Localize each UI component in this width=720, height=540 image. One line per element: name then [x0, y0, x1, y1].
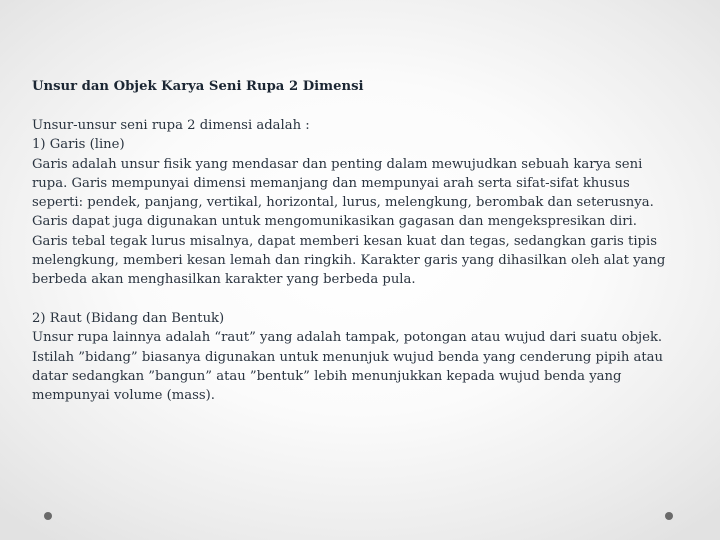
intro-line: Unsur-unsur seni rupa 2 dimensi adalah :: [32, 118, 310, 133]
paragraph-gap: [32, 290, 718, 309]
slide-title: Unsur dan Objek Karya Seni Rupa 2 Dimensi: [32, 79, 364, 94]
right-bullet-dot: [665, 512, 673, 520]
left-bullet-dot: [44, 512, 52, 520]
paragraph-line: rupa. Garis mempunyai dimensi memanjang dan mempunyai arah serta sifat-sifat khusus: [32, 175, 630, 191]
slide-body: [32, 116, 718, 405]
paragraph-line: seperti: pendek, panjang, vertikal, horizontal, lurus, melengkung, berombak dan seterusnya.: [32, 195, 654, 211]
paragraph-line: datar sedangkan ”bangun” atau ”bentuk” lebih menunjukkan kepada wujud benda yang: [32, 368, 622, 384]
paragraph-line: berbeda akan menghasilkan karakter yang berbeda pula.: [32, 272, 416, 288]
paragraph-line: Garis dapat juga digunakan untuk mengomunikasikan gagasan dan mengekspresikan diri.: [32, 214, 637, 230]
paragraph-line: Unsur rupa lainnya adalah “raut” yang adalah tampak, potongan atau wujud dari suatu objek.: [32, 330, 663, 346]
paragraph-line: Garis tebal tegak lurus misalnya, dapat memberi kesan kuat dan tegas, sedangkan garis tipis: [32, 233, 657, 249]
section-heading-garis: 1) Garis (line): [32, 137, 125, 153]
paragraph-line: mempunyai volume (mass).: [32, 388, 215, 404]
paragraph-line: Istilah ”bidang” biasanya digunakan untuk menunjuk wujud benda yang cenderung pipih atau: [32, 349, 664, 365]
paragraph-line: melengkung, memberi kesan lemah dan ringkih. Karakter garis yang dihasilkan oleh alat yang: [32, 253, 666, 269]
section-heading-raut: 2) Raut (Bidang dan Bentuk): [32, 310, 225, 326]
paragraph-line: Garis adalah unsur fisik yang mendasar dan penting dalam mewujudkan sebuah karya seni: [32, 156, 643, 172]
